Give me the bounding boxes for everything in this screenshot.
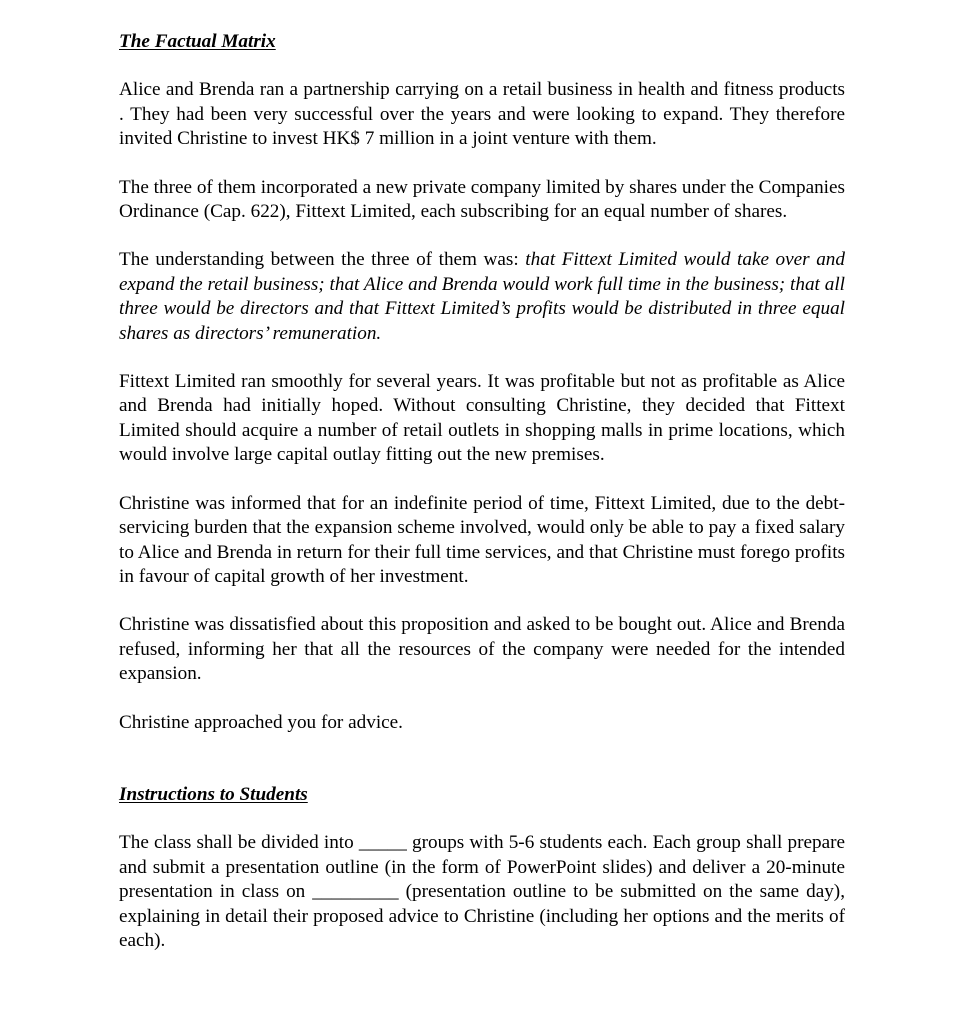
understanding-lead: The understanding between the three of them was: <box>119 249 526 271</box>
instructions-part-2: groups with 5-6 students each. Each group shall prepare and submit a presentation outline (in the form of PowerPoint slides) and deliver a 20-minute presentation in class on <box>119 832 845 903</box>
paragraph-expansion: Fittext Limited ran smoothly for several years. It was profitable but not as profitable as Alice and Brenda had initially hoped. Without consulting Christine, they decided that Fittext Limited should acquire a number of retail outlets in shopping malls in prime locations, which would involve large capital outlay fitting out the new premises. <box>119 371 845 466</box>
factual-matrix-heading: The Factual Matrix <box>119 31 276 52</box>
understanding-terms: that Fittext Limited would take over and expand the retail business; that Alice and Brenda would work full time in the business; that all three would be directors and that Fittext Limited’s profits would be distributed in three equal shares as directors’ remuneration. <box>119 249 845 344</box>
paragraph-dissatisfied: Christine was dissatisfied about this proposition and asked to be bought out. Alice and Brenda refused, informing her that all the resources of the company were needed for the intended expansion. <box>119 614 845 685</box>
document-page <box>119 30 845 953</box>
paragraph-understanding <box>119 248 845 346</box>
paragraph-incorporation: The three of them incorporated a new private company limited by shares under the Companies Ordinance (Cap. 622), Fittext Limited, each subscribing for an equal number of shares. <box>119 176 845 223</box>
presentation-date-blank: _________ <box>312 881 399 903</box>
instructions-part-3: (presentation outline to be submitted on the same day), explaining in detail their proposed advice to Christine (including her options and the merits of each). <box>119 881 845 951</box>
paragraph-intro: Alice and Brenda ran a partnership carrying on a retail business in health and fitness products . They had been very successful over the years and were looking to expand. They therefore invited Christine to invest HK$ 7 million in a joint venture with them. <box>119 79 845 150</box>
instructions-part-1: The class shall be divided into <box>119 832 359 854</box>
instructions-heading: Instructions to Students <box>119 783 308 805</box>
paragraph-advice: Christine approached you for advice. <box>119 711 403 733</box>
paragraph-informed: Christine was informed that for an indefinite period of time, Fittext Limited, due to the debt-servicing burden that the expansion scheme involved, would only be able to pay a fixed salary to Alice and Brenda in return for their full time services, and that Christine must forego profits in favour of capital growth of her investment. <box>119 492 845 587</box>
paragraph-instructions <box>119 831 845 953</box>
group-count-blank: _____ <box>358 832 407 854</box>
